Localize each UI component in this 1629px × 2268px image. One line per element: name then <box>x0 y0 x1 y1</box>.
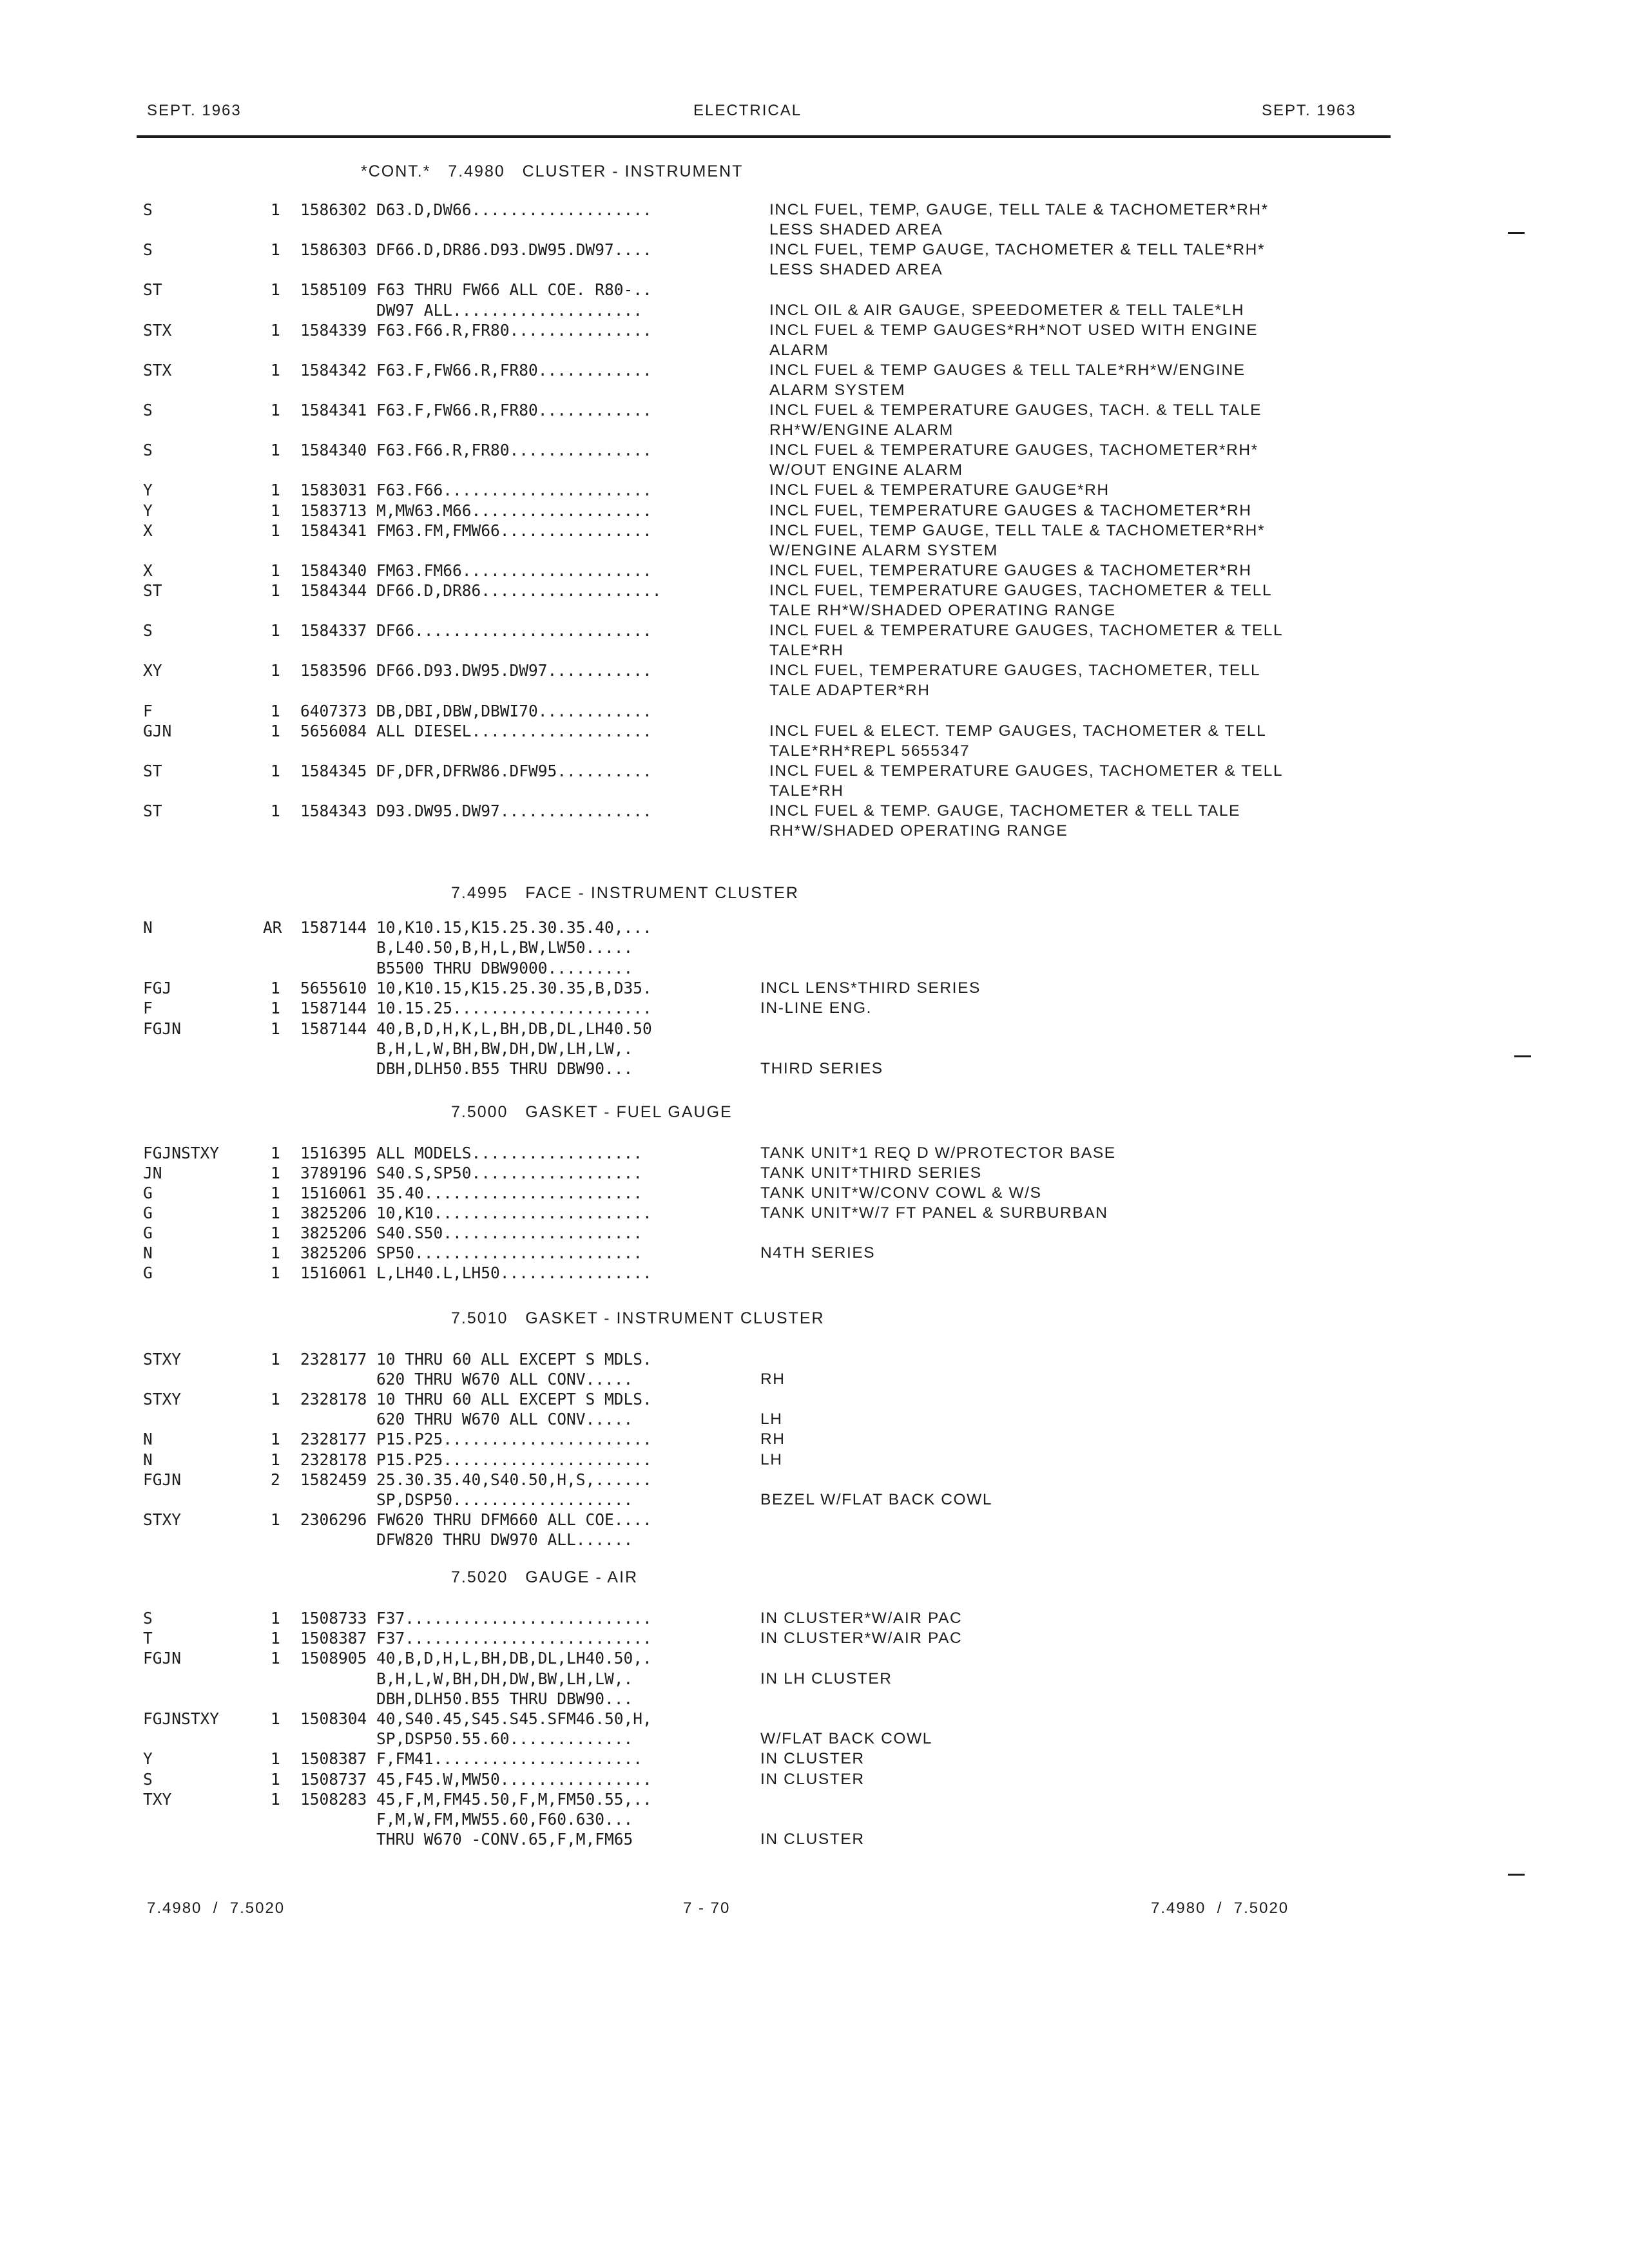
part-text: 1584341 F63.F,FW66.R,FR80............ <box>300 401 652 419</box>
part-qty: 1 <box>271 1390 280 1409</box>
section-title-7-5020-gauge-air: 7.5020 GAUGE - AIR <box>451 1568 639 1586</box>
part-text: DBH,DLH50.B55 THRU DBW90... <box>300 1059 633 1079</box>
part-text: 3825206 S40.S50..................... <box>300 1224 643 1242</box>
part-text: 1583713 M,MW63.M66................... <box>300 501 652 520</box>
part-desc: INCL FUEL & TEMP GAUGES*RH*NOT USED WITH ENGINE <box>769 321 1258 339</box>
part-code: TXY <box>143 1789 172 1809</box>
part-desc: INCL FUEL & TEMPERATURE GAUGES, TACHOMETER*RH* <box>769 441 1258 459</box>
part-text: 1584341 FM63.FM,FMW66................ <box>300 521 652 540</box>
part-code: STX <box>143 320 172 340</box>
part-text: 1587144 40,B,D,H,K,L,BH,DB,DL,LH40.50 <box>300 1019 652 1038</box>
part-code: FGJ <box>143 978 172 997</box>
part-code: S <box>143 441 153 460</box>
part-text: 1584345 DF,DFR,DFRW86.DFW95.......... <box>300 761 652 780</box>
section-title-7-5010-gasket-instrument-cluster: 7.5010 GASKET - INSTRUMENT CLUSTER <box>451 1309 825 1327</box>
part-desc: IN LH CLUSTER <box>760 1669 892 1687</box>
part-qty: 1 <box>271 1164 280 1182</box>
part-code: G <box>143 1264 153 1282</box>
part-qty: 1 <box>271 1204 280 1222</box>
part-desc: IN CLUSTER*W/AIR PAC <box>760 1610 963 1627</box>
part-desc: RH*W/ENGINE ALARM <box>769 421 954 439</box>
part-qty: 1 <box>271 561 280 580</box>
part-desc: IN-LINE ENG. <box>760 999 872 1017</box>
part-code: S <box>143 621 153 640</box>
section-title-7-4995-face-instrument-cluster: 7.4995 FACE - INSTRUMENT CLUSTER <box>451 884 799 902</box>
part-text: 5655610 10,K10.15,K15.25.30.35,B,D35. <box>300 978 652 997</box>
part-code: S <box>143 1609 153 1628</box>
part-text: 1584339 F63.F66.R,FR80............... <box>300 320 652 340</box>
part-desc: INCL FUEL, TEMPERATURE GAUGES & TACHOMETER*RH <box>769 501 1252 519</box>
part-desc: IN CLUSTER*W/AIR PAC <box>760 1629 963 1648</box>
part-qty: 1 <box>271 401 280 419</box>
part-qty: 1 <box>271 1609 280 1628</box>
part-code: FGJN <box>143 1470 182 1489</box>
part-qty: AR <box>263 918 282 937</box>
part-desc: RH <box>760 1370 786 1389</box>
part-text: 1584342 F63.F,FW66.R,FR80............ <box>300 360 652 380</box>
part-text: 2328178 P15.P25...................... <box>300 1450 652 1469</box>
part-qty: 1 <box>271 1649 280 1668</box>
part-qty: 1 <box>271 501 280 520</box>
part-qty: 1 <box>271 200 280 219</box>
part-qty: 1 <box>271 1264 280 1282</box>
part-code: STX <box>143 360 172 380</box>
part-desc: THIRD SERIES <box>760 1060 883 1078</box>
part-code: S <box>143 240 153 260</box>
part-qty: 1 <box>271 1749 280 1769</box>
part-code: Y <box>143 1749 153 1769</box>
part-qty: 1 <box>271 661 280 680</box>
section-title-7-5000-gasket-fuel-gauge: 7.5000 GASKET - FUEL GAUGE <box>451 1103 733 1121</box>
header-rule <box>137 135 1391 138</box>
header-title: ELECTRICAL <box>693 102 802 119</box>
part-text: DFW820 THRU DW970 ALL...... <box>300 1530 633 1549</box>
part-code: X <box>143 521 153 540</box>
part-qty: 1 <box>271 1350 280 1369</box>
part-qty: 1 <box>271 761 280 780</box>
header-date-right: SEPT. 1963 <box>1262 102 1356 119</box>
part-code: ST <box>143 802 162 820</box>
part-qty: 1 <box>271 999 280 1018</box>
part-code: G <box>143 1204 153 1222</box>
part-text: 3825206 SP50........................ <box>300 1244 643 1262</box>
part-text: 620 THRU W670 ALL CONV..... <box>300 1410 633 1429</box>
part-desc: W/FLAT BACK COWL <box>760 1730 932 1748</box>
part-code: FGJN <box>143 1649 182 1668</box>
header-date-left: SEPT. 1963 <box>147 102 242 119</box>
part-desc: LH <box>760 1410 783 1428</box>
part-code: FGJNSTXY <box>143 1144 220 1162</box>
section-title-cont-7-4980-cluster-instrument: *CONT.* 7.4980 CLUSTER - INSTRUMENT <box>361 162 744 180</box>
part-desc: TALE RH*W/SHADED OPERATING RANGE <box>769 602 1116 619</box>
part-qty: 2 <box>271 1470 280 1489</box>
part-text: DW97 ALL.................... <box>300 300 643 320</box>
part-desc: IN CLUSTER <box>760 1831 865 1849</box>
part-qty: 1 <box>271 1244 280 1262</box>
part-qty: 1 <box>271 621 280 640</box>
part-qty: 1 <box>271 802 280 820</box>
part-code: STXY <box>143 1390 182 1409</box>
part-code: G <box>143 1224 153 1242</box>
part-code: ST <box>143 581 162 600</box>
part-desc: ALARM <box>769 341 829 359</box>
part-text: 2306296 FW620 THRU DFM660 ALL COE.... <box>300 1510 652 1529</box>
part-desc: INCL FUEL, TEMPERATURE GAUGES & TACHOMETER*RH <box>769 561 1252 579</box>
part-text: 1516061 35.40....................... <box>300 1184 643 1202</box>
part-text: 1516395 ALL MODELS.................. <box>300 1144 643 1162</box>
part-code: T <box>143 1629 153 1648</box>
part-code: S <box>143 401 153 419</box>
part-text: 1586302 D63.D,DW66................... <box>300 200 652 219</box>
part-code: Y <box>143 481 153 500</box>
part-desc: TALE ADAPTER*RH <box>769 682 930 700</box>
part-desc: INCL FUEL, TEMP, GAUGE, TELL TALE & TACHOMETER*RH* <box>769 201 1269 218</box>
part-desc: INCL FUEL, TEMP GAUGE, TACHOMETER & TELL TALE*RH* <box>769 241 1266 259</box>
part-text: 1508387 F,FM41...................... <box>300 1749 643 1769</box>
part-text: 1508737 45,F45.W,MW50................ <box>300 1769 652 1789</box>
part-code: X <box>143 561 153 580</box>
part-qty: 1 <box>271 1709 280 1728</box>
part-desc: INCL FUEL & ELECT. TEMP GAUGES, TACHOMETER & TELL <box>769 722 1267 740</box>
part-text: 1508733 F37.......................... <box>300 1609 652 1628</box>
part-text: 1508283 45,F,M,FM45.50,F,M,FM50.55,.. <box>300 1789 652 1809</box>
part-code: N <box>143 1244 153 1262</box>
part-text: SP,DSP50.55.60............. <box>300 1729 633 1749</box>
part-desc: INCL FUEL & TEMP. GAUGE, TACHOMETER & TELL TALE <box>769 802 1240 820</box>
part-qty: 1 <box>271 1450 280 1469</box>
part-text: DBH,DLH50.B55 THRU DBW90... <box>300 1689 633 1708</box>
part-desc: INCL FUEL & TEMPERATURE GAUGES, TACHOMETER & TELL <box>769 622 1284 640</box>
part-desc: ALARM SYSTEM <box>769 381 906 399</box>
part-desc: INCL FUEL & TEMP GAUGES & TELL TALE*RH*W/ENGINE <box>769 361 1246 379</box>
part-qty: 1 <box>271 320 280 340</box>
part-text: 1584340 F63.F66.R,FR80............... <box>300 441 652 460</box>
part-text: 3825206 10,K10....................... <box>300 1204 652 1222</box>
part-qty: 1 <box>271 978 280 997</box>
part-text: 6407373 DB,DBI,DBW,DBWI70............ <box>300 701 652 720</box>
part-qty: 1 <box>271 701 280 720</box>
part-desc: TANK UNIT*W/CONV COWL & W/S <box>760 1184 1042 1202</box>
part-qty: 1 <box>271 1789 280 1809</box>
part-qty: 1 <box>271 1144 280 1162</box>
part-text: 620 THRU W670 ALL CONV..... <box>300 1370 633 1389</box>
part-desc: RH*W/SHADED OPERATING RANGE <box>769 822 1068 840</box>
part-code: S <box>143 1769 153 1789</box>
part-code: GJN <box>143 721 172 740</box>
part-desc: LESS SHADED AREA <box>769 261 943 279</box>
part-desc: INCL FUEL, TEMP GAUGE, TELL TALE & TACHOMETER*RH* <box>769 521 1266 539</box>
part-text: 1508387 F37.......................... <box>300 1629 652 1648</box>
part-text: 1508304 40,S40.45,S45.S45.SFM46.50,H, <box>300 1709 652 1728</box>
part-text: 1586303 DF66.D,DR86.D93.DW95.DW97.... <box>300 240 652 260</box>
part-desc: BEZEL W/FLAT BACK COWL <box>760 1490 993 1508</box>
part-desc: TANK UNIT*THIRD SERIES <box>760 1164 982 1182</box>
part-text: 1583031 F63.F66...................... <box>300 481 652 500</box>
footer-range-right: 7.4980 / 7.5020 <box>1151 1899 1289 1917</box>
part-desc: W/OUT ENGINE ALARM <box>769 461 963 479</box>
part-qty: 1 <box>271 1629 280 1648</box>
part-qty: 1 <box>271 481 280 500</box>
part-text: B,H,L,W,BH,DH,DW,BW,LH,LW,. <box>300 1669 633 1688</box>
part-desc: LH <box>760 1450 783 1468</box>
part-code: N <box>143 1450 153 1469</box>
part-qty: 1 <box>271 1769 280 1789</box>
part-code: XY <box>143 661 162 680</box>
part-desc: TANK UNIT*1 REQ D W/PROTECTOR BASE <box>760 1144 1116 1162</box>
part-text: SP,DSP50................... <box>300 1490 633 1509</box>
part-qty: 1 <box>271 441 280 460</box>
part-text: 2328178 10 THRU 60 ALL EXCEPT S MDLS. <box>300 1390 652 1409</box>
part-text: B,L40.50,B,H,L,BW,LW50..... <box>300 938 633 957</box>
part-code: FGJN <box>143 1019 182 1038</box>
part-text: 1584337 DF66......................... <box>300 621 652 640</box>
part-desc: IN CLUSTER <box>760 1770 865 1788</box>
part-qty: 1 <box>271 280 280 300</box>
part-desc: W/ENGINE ALARM SYSTEM <box>769 541 998 559</box>
part-code: JN <box>143 1164 162 1182</box>
part-qty: 1 <box>271 360 280 380</box>
part-text: 1516061 L,LH40.L,LH50................ <box>300 1264 652 1282</box>
part-qty: 1 <box>271 581 280 600</box>
part-text: 1587144 10.15.25..................... <box>300 999 652 1018</box>
part-code: Y <box>143 501 153 520</box>
part-desc: TALE*RH*REPL 5655347 <box>769 742 970 760</box>
part-desc: IN CLUSTER <box>760 1750 865 1768</box>
part-text: 1584343 D93.DW95.DW97................ <box>300 802 652 820</box>
part-code: ST <box>143 280 162 300</box>
part-text: 1583596 DF66.D93.DW95.DW97........... <box>300 661 652 680</box>
part-qty: 1 <box>271 1019 280 1038</box>
margin-mark <box>1508 1874 1525 1876</box>
part-code: S <box>143 200 153 219</box>
part-desc: INCL FUEL & TEMPERATURE GAUGES, TACHOMETER & TELL <box>769 762 1284 780</box>
footer-range-left: 7.4980 / 7.5020 <box>147 1899 285 1917</box>
part-qty: 1 <box>271 1430 280 1449</box>
part-text: 1585109 F63 THRU FW66 ALL COE. R80-.. <box>300 280 652 300</box>
part-desc: TANK UNIT*W/7 FT PANEL & SURBURBAN <box>760 1204 1108 1222</box>
footer-page-number: 7 - 70 <box>683 1899 731 1917</box>
part-text: F,M,W,FM,MW55.60,F60.630... <box>300 1810 633 1829</box>
part-code: STXY <box>143 1510 182 1529</box>
part-text: B5500 THRU DBW9000......... <box>300 958 633 977</box>
part-text: 1584340 FM63.FM66.................... <box>300 561 652 580</box>
part-text: 5656084 ALL DIESEL................... <box>300 721 652 740</box>
part-code: FGJNSTXY <box>143 1709 220 1728</box>
part-desc: TALE*RH <box>769 642 844 660</box>
part-code: ST <box>143 761 162 780</box>
part-qty: 1 <box>271 521 280 540</box>
part-code: STXY <box>143 1350 182 1369</box>
part-desc: LESS SHADED AREA <box>769 221 943 239</box>
part-qty: 1 <box>271 1224 280 1242</box>
part-desc: INCL FUEL & TEMPERATURE GAUGES, TACH. & TELL TALE <box>769 401 1262 419</box>
part-code: F <box>143 999 153 1018</box>
part-desc: N4TH SERIES <box>760 1244 876 1262</box>
margin-mark <box>1508 232 1525 234</box>
part-text: B,H,L,W,BH,BW,DH,DW,LH,LW,. <box>300 1039 633 1058</box>
part-text: 1508905 40,B,D,H,L,BH,DB,DL,LH40.50,. <box>300 1649 652 1668</box>
part-code: G <box>143 1184 153 1202</box>
part-desc: INCL FUEL, TEMPERATURE GAUGES, TACHOMETER & TELL <box>769 581 1273 599</box>
part-text: THRU W670 -CONV.65,F,M,FM65 <box>300 1830 633 1849</box>
part-code: N <box>143 1430 153 1449</box>
part-qty: 1 <box>271 1184 280 1202</box>
part-text: 1587144 10,K10.15,K15.25.30.35.40,... <box>300 918 652 937</box>
part-code: N <box>143 918 153 937</box>
part-text: 2328177 P15.P25...................... <box>300 1430 652 1449</box>
part-desc: INCL FUEL & TEMPERATURE GAUGE*RH <box>769 481 1110 499</box>
part-qty: 1 <box>271 1510 280 1529</box>
part-desc: INCL FUEL, TEMPERATURE GAUGES, TACHOMETER, TELL <box>769 662 1261 680</box>
part-code: F <box>143 701 153 720</box>
part-text: 1582459 25.30.35.40,S40.50,H,S,...... <box>300 1470 652 1489</box>
part-text: 1584344 DF66.D,DR86................... <box>300 581 662 600</box>
part-desc: INCL LENS*THIRD SERIES <box>760 979 981 997</box>
part-desc: RH <box>760 1430 786 1448</box>
part-desc: INCL OIL & AIR GAUGE, SPEEDOMETER & TELL TALE*LH <box>769 301 1245 319</box>
margin-mark <box>1514 1055 1531 1057</box>
part-qty: 1 <box>271 721 280 740</box>
part-qty: 1 <box>271 240 280 260</box>
part-text: 2328177 10 THRU 60 ALL EXCEPT S MDLS. <box>300 1350 652 1369</box>
part-text: 3789196 S40.S,SP50.................. <box>300 1164 643 1182</box>
part-desc: TALE*RH <box>769 782 844 800</box>
